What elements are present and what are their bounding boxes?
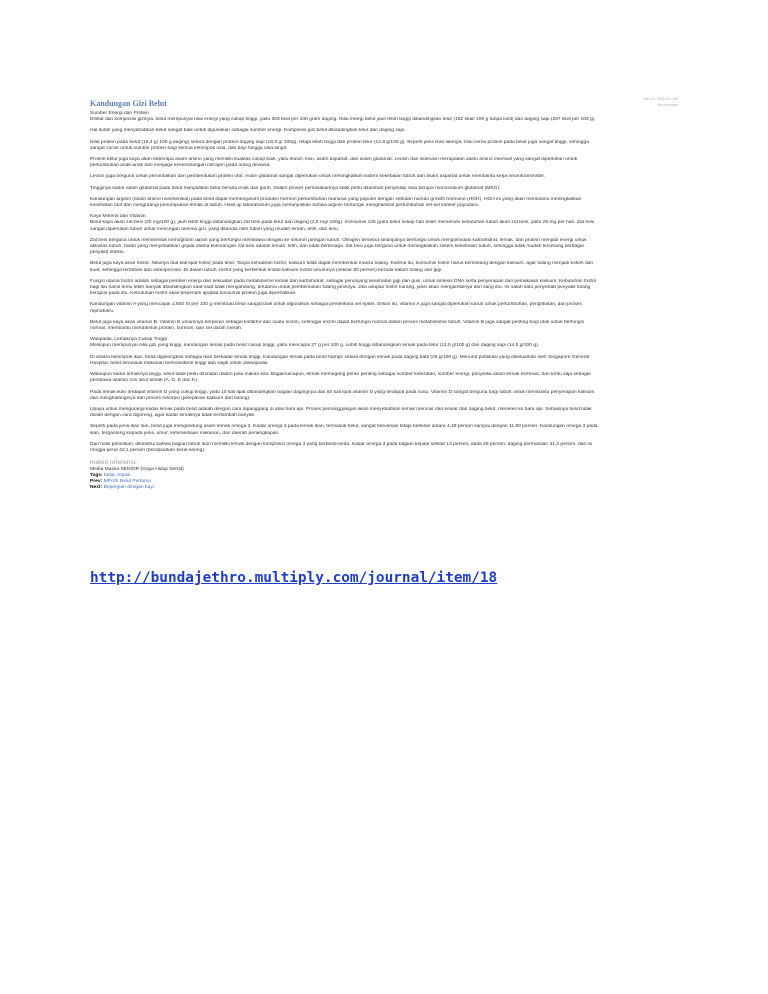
paragraph-line: Upaya untuk mengurangi kadar lemak pada belut adalah dengan cara dipanggang di atas bara api. Proses pemanggangan akan menyebabkan lemak mencair dan keluar dari daging belut, menetes ke bara api. Sebaiknya belut tidak: [90, 406, 592, 412]
paragraph-line: Protein belut juga kaya akan beberapa asam amino yang memiliki kualitas cukup baik, yaitu leusin, lisin, asam aspartat, dan asam glutamat. Leusin dan isoleusin merupakan asam amino esensial yang sangat diperlukan untuk: [90, 157, 578, 163]
source-url-link[interactable]: http://bundajethro.multiply.com/journal/item/18: [90, 570, 498, 586]
paragraph-line: aktivitas tubuh. Itulah yang menyebabkan gejala utama kekurangan zat besi adalah lemah, letih, dan tidak bertenaga. Zat besi juga berguna untuk meningkatkan sistem kekebalan tubuh, sehingga tidak mudah terserang berbagai: [90, 244, 584, 250]
article-body: [90, 111, 678, 454]
paragraph: [90, 128, 678, 134]
paragraph-line: keropos pada ibu. Kebutuhan fosfor akan terpenuhi apabila konsumsi protein juga diperhatikan.: [90, 291, 297, 297]
paragraph-line: Seperti pada jenis ikan lain, belut juga mengandung asam lemak omega 3. Kadar omega 3 pada lemak ikan, termasuk belut, sangat bervariasi tetapi berkisar antara 4,48 persen sampai dengan 11,80 persen. Kandungan omega 3 pada: [90, 424, 598, 430]
reference-source: Media Massa SENIOR (Gaya Hidup Sehat): [90, 467, 184, 473]
article-container: [90, 96, 678, 491]
paragraph-line: Meskipun mempunyai nilai gizi yang tinggi, kandungan lemak pada belut cukup tinggi, yaitu mencapai 27 g per 100 g. Lebih tinggi dibandingkan lemak pada telur (11,5 g/100 g) dan daging sapi (14,0 g/100 g).: [90, 343, 540, 349]
next-label: Next:: [90, 485, 103, 491]
paragraph-line: Kandungan vitamin A yang mencapai 1.600 SI per 100 g membuat belut sangat baik untuk digunakan sebagai pemelihara sel epitel. Selain itu, vitamin A juga sangat diperlukan tubuh untuk pertumbuhan, penglihatan, dan proses: [90, 302, 582, 308]
paragraph: [90, 238, 678, 257]
paragraph-line: Belut kaya akan zat besi (20 mg/100 g), jauh lebih tinggi dibandingkan zat besi pada telur dan daging (2,8 mg/ 100g). Konsumsi 125 gram belut setiap hari telah memenuhi kebutuhan tubuh akan zat besi, yaitu 25 mg per hari. Zat besi: [90, 220, 595, 226]
paragraph-line: Dari hasil penelitian, diketahui bahwa bagian tubuh ikan memiliki lemak dengan komposisi omega 3 yang berbeda-beda. Kadar omega 3 pada bagian kepala sekitar 13 persen, dada 28 persen, daging permukaan 31,2 persen, dan isi: [90, 441, 593, 447]
paragraph-line: Kandungan arginin (asam amino nonesensial) pada belut dapat memengaruhi produksi hormon pertumbuhan manusia yang populer dengan sebutan human growth hormone (HGH). HGH ini yang akan membantu meningkatkan: [90, 196, 582, 202]
paragraph: [90, 186, 678, 192]
paragraph-line: ikan, tergantung kepada jenis, umur, ketersediaan makanan, dan daerah penangkapan.: [90, 430, 280, 436]
paragraph: [90, 261, 678, 273]
paragraph-line: Kaya Mineral dan Vitamin: [90, 214, 146, 220]
paragraph-line: kuat, sehingga terbebas dari osteoporosis. Di dalam tubuh, fosfor yang berbentuk kristal kalsium fosfat umumnya (sekitar 80 persen) berada dalam tulang dan gigi.: [90, 267, 443, 273]
paragraph-line: Fungsi utama fosfor adalah sebagai pemberi energi dan kekuatan pada metabolisme lemak dan karbohidrat, sebagai penunjang kesehatan gigi dan gusi, untuk sintesis DNA serta penyerapan dan pemakaian kalsium. Kebutuhan fosfor: [90, 278, 597, 284]
paragraph-line: Belut juga kaya akan vitamin B. Vitamin B umumnya berperan sebagai kofaktor dari suatu enzim, sehingga enzim dapat berfungsi normal dalam proses metabolisme tubuh. Vitamin B juga sangat penting bagi otak untuk berfungsi: [90, 319, 585, 325]
paragraph-line: pembawa vitamin min larut lemak (A, D, E dan K).: [90, 378, 199, 384]
paragraph-line: sangat diperlukan tubuh untuk mencegah anemia gizi, yang ditandai oleh tubuh yang mudah lemah, letih, dan lesu.: [90, 226, 340, 232]
paragraph-line: Hospital, belut termasuk makanan berkolesterol tinggi dan wajib untuk diwaspadai.: [90, 360, 269, 366]
post-meta: [643, 96, 678, 108]
paragraph: [90, 279, 678, 298]
paragraph-line: Leusin juga berguna untuk perombakan dan pembentukan protein otot. Asam glutamat sangat diperlukan untuk meningkatkan sistem kekebalan tubuh dan asam aspartat untuk membantu kerja neurotransmitter.: [90, 174, 546, 180]
paragraph-line: Dilihat dari komposisi gizinya, belut mempunyai nilai energi yang cukup tinggi, yaitu 303 kkal per 100 gram daging. Nilai energi belut jauh lebih tinggi dibandingkan telur (162 kkal/ 100 g tanpa kulit) dan daging sapi (207 kkal per 100 g).: [90, 117, 596, 123]
paragraph-line: sangat cocok untuk sumber protein bagi semua kelompok usia, dari bayi hingga usia lanjut.: [90, 145, 288, 151]
paragraph-line: penyakit infeksi.: [90, 250, 125, 256]
paragraph-line: dan menghalanginya dari proses resorpsi (pelepasan kalsium dari tulang).: [90, 395, 251, 401]
paragraph-line: diolah dengan cara digoreng, agar kadar lemaknya tidak bertambah banyak.: [90, 413, 256, 419]
tags-label: Tags:: [90, 473, 103, 479]
paragraph-line: Nilai protein pada belut (18,4 g/ 100 g daging) setara dengan protein daging sapi (18,8 g/ 100g), tetapi lebih tinggi dari protein telur (12,8 g/100 g). Seperti jenis ikan lainnya, nilai cerna protein pada belut juga sangat tinggi, sehingga: [90, 139, 589, 145]
paragraph: [90, 442, 678, 454]
paragraph: [90, 197, 678, 209]
reference-heading: materi referensi:: [90, 459, 137, 467]
paragraph: [90, 372, 678, 384]
paragraph: [90, 302, 678, 314]
paragraph-line: Walaupun kadar lemaknya tinggi, belut tidak perlu dihindari dalam pola makan kita. Bagaimanapun, lemak memegang peran penting sebagai sumber kelezatan, sumber energi, penyedia asam lemak esensial, dan tentu saja sebagai: [90, 372, 591, 378]
next-link[interactable]: Bepergian dengan bayi: [103, 485, 154, 491]
prev-link[interactable]: MPASI Belut Pertama: [103, 479, 151, 485]
paragraph-line: bagi ibu hamil tentu lebih banyak dibandingkan saat-saat tidak mengandung, terutama untuk pembentukan tulang janinnya. Jika asupan fosfor kurang, janin akan mengambilnya dari sang ibu. Ini salah satu penyebab penyakit tulang: [90, 285, 591, 291]
paragraph-line: pertumbuhan anak-anak dan menjaga keseimbangan nitrogen pada orang dewasa.: [90, 163, 271, 169]
next-row: [90, 485, 678, 491]
tags-link[interactable]: belut, mpasi: [104, 473, 131, 479]
paragraph: [90, 407, 678, 419]
paragraph-line: Tingginya kadar asam glutamat pada belut menjadikan belut berasa enak dan gurih. Dalam proses pemasakannya tidak perlu ditambah penyedap rasa berupa monosodium glutamat (MSG).: [90, 185, 501, 191]
paragraph: [90, 157, 678, 169]
paragraph-line: kesehatan otot dan mengurangi penumpukan lemak di tubuh. Hasil uji laboratorium juga menunjukkan bahwa arginin berfungsi menghambat pertumbuhan sel-sel kanker payudara.: [90, 203, 480, 209]
paragraph-line: Belut juga kaya akan fosfor. Nilainya dua kali lipat fosfor pada telur. Tanpa kehadiran fosfor, kalsium tidak dapat membentuk massa tulang. Karena itu, konsumsi fosfor harus berimbang dengan kalsium, agar tulang menjadi kokoh dan: [90, 261, 594, 267]
paragraph-line: Pada lemak ikan terdapat vitamin D yang cukup tinggi, yaitu 10 kali lipat dibandingkan bagian dagingnya dan 50 kali lipat vitamin D yang terdapat pada susu. Vitamin D sangat berguna bagi tubuh untuk membantu penyerapan kalsium: [90, 389, 595, 395]
paragraph-line: normal, membantu membentuk protein, hormon, dan sel darah merah.: [90, 326, 243, 332]
article-title[interactable]: Kandungan Gizi Belut: [90, 99, 167, 108]
paragraph-line: Zat besi berguna untuk membentuk hemoglobin darah yang berfungsi membawa oksigen ke seluruh jaringan tubuh. Oksigen tersebut selanjutnya berfungsi untuk mengoksidasi karbohidrat, lemak, dan protein menjadi energi untuk: [90, 237, 587, 243]
paragraph: [90, 337, 678, 349]
paragraph-line: rongga perut 42,1 persen (berdasarkan berat kering).: [90, 447, 206, 453]
post-visibility: for everyone: [658, 103, 678, 107]
paragraph: [90, 355, 678, 367]
paragraph: [90, 140, 678, 152]
prev-label: Prev:: [90, 479, 103, 485]
paragraph: [90, 174, 678, 180]
paragraph-line: Waspadai, Lemaknya Cukup Tinggi: [90, 337, 167, 343]
post-date: Nov 13, '08 8:30 • AM: [643, 97, 678, 101]
paragraph-line: Hal itulah yang menyebabkan belut sangat baik untuk digunakan sebagai sumber energi. Komposisi gizi belut dibandingkan telur dan daging sapi.: [90, 128, 406, 134]
reference-block: [90, 467, 678, 491]
paragraph: [90, 424, 678, 436]
paragraph: [90, 320, 678, 332]
paragraph-line: Sumber Energi dan Protein: [90, 111, 149, 116]
paragraph-line: reproduksi.: [90, 308, 115, 314]
paragraph: [90, 111, 678, 123]
paragraph: [90, 390, 678, 402]
paragraph: [90, 214, 678, 233]
paragraph-line: Di antara kelompok ikan, belut digolongkan sebagai ikan berkadar lemak tinggi. Kandungan lemak pada belut hampir setara dengan lemak pada daging babi (28 g/100 g). Menurut publikasi yang dikeluarkan oleh Singapore General: [90, 354, 590, 360]
